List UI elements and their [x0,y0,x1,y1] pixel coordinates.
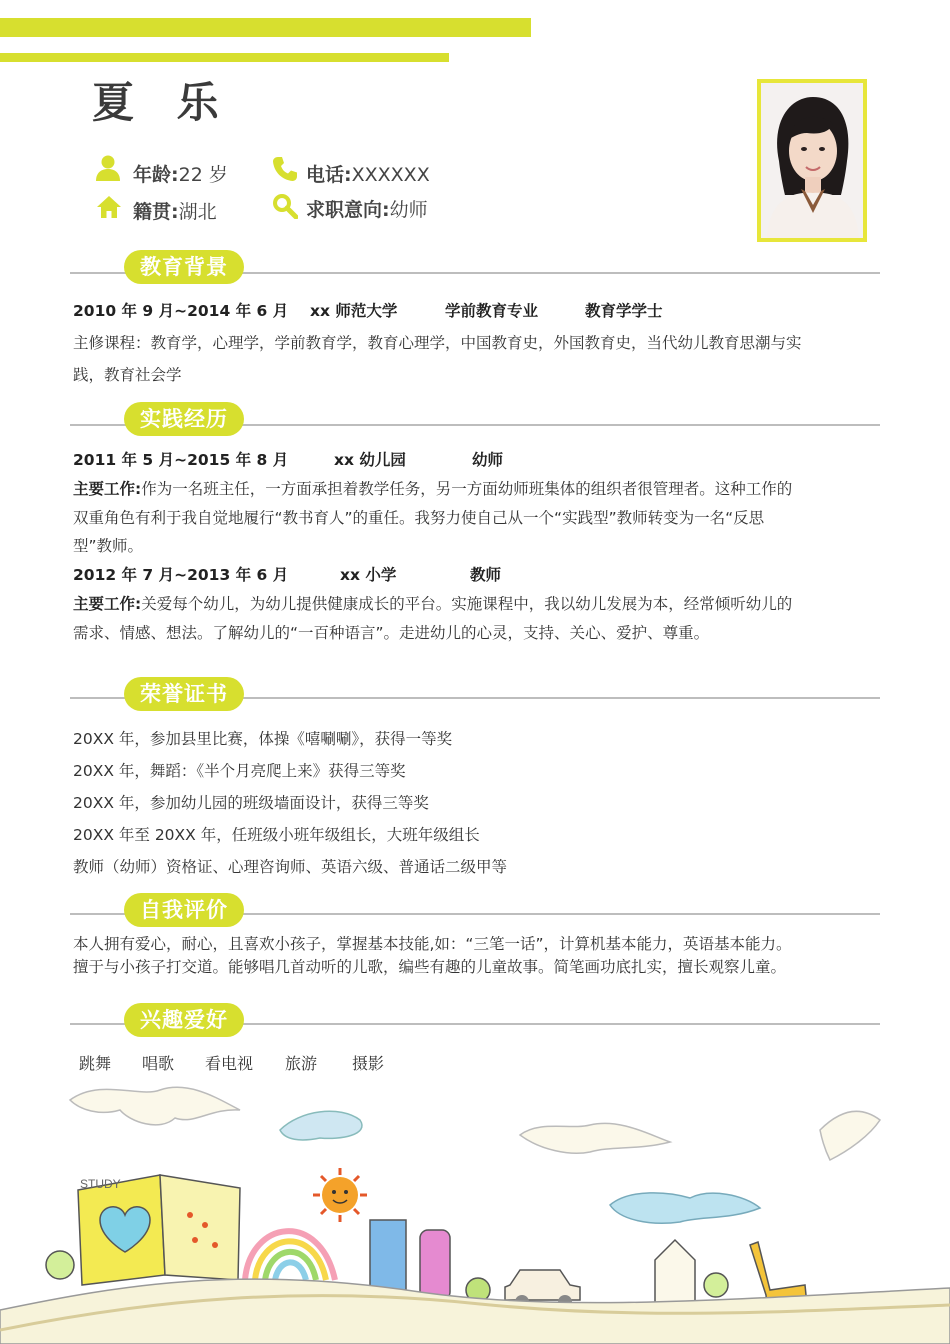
candidate-name: 夏 乐 [92,78,233,127]
section-title-self: 自我评价 [124,893,244,927]
job1-duty-label: 主要工作: [73,480,142,498]
portrait-image [761,83,863,238]
search-icon [272,193,298,219]
hobby-item: 唱歌 [142,1054,175,1073]
age-row [133,160,228,187]
book-icon [78,1175,240,1285]
phone-icon [272,156,298,182]
self-eval-line1: 本人拥有爱心，耐心，且喜欢小孩子，掌握基本技能,如：“三笔一话”，计算机基本能力，英语基本能力。 [73,935,792,953]
job1-period: 2011 年 5 月~2015 年 8 月 [73,451,289,469]
sun-icon [313,1168,367,1222]
building-icon [420,1230,450,1300]
person-icon [94,154,122,182]
house-icon [655,1240,695,1305]
home-icon [96,195,122,219]
job1-place: xx 幼儿园 [334,451,406,469]
section-title-honors: 荣誉证书 [124,677,244,711]
edu-school: xx 师范大学 [310,302,398,320]
top-accent-bar-thin [0,53,449,62]
section-title-education: 教育背景 [124,250,244,284]
rainbow-icon [245,1231,335,1280]
honor-item: 教师（幼师）资格证、心理咨询师、英语六级、普通话二级甲等 [73,858,508,876]
profile-photo [757,79,867,242]
job2-role: 教师 [470,566,502,584]
book-label: STUDY [80,1177,121,1191]
tree-icon [46,1251,74,1279]
origin-row [133,197,217,224]
hobby-item: 摄影 [352,1054,385,1073]
cloud-icon [610,1193,760,1223]
tree-icon [704,1273,728,1297]
section-title-practice: 实践经历 [124,402,244,436]
hobby-item: 跳舞 [79,1054,112,1073]
job-value: 幼师 [389,199,428,221]
phone-value: XXXXXX [351,164,430,186]
section-title-hobbies: 兴趣爱好 [124,1003,244,1037]
job1-duty-text: 作为一名班主任，一方面承担着教学任务，另一方面幼师班集体的组织者很管理者。这种工作的 [141,480,793,498]
hobby-item: 看电视 [205,1054,254,1073]
cloud-icon [70,1087,880,1160]
job1-duty-line1 [73,477,792,499]
job2-place: xx 小学 [340,566,397,584]
honor-item: 20XX 年，参加县里比赛，体操《嘻唰唰》，获得一等奖 [73,730,453,748]
origin-label: 籍贯: [133,201,179,223]
edu-courses-line1: 主修课程：教育学，心理学，学前教育学，教育心理学，中国教育史，外国教育史，当代幼儿教育思潮与实 [73,334,802,352]
job-label: 求职意向: [306,199,390,221]
cloud-icon [280,1111,362,1140]
top-accent-bar [0,18,531,37]
edu-degree: 教育学学士 [585,302,663,320]
job1-role: 幼师 [472,451,504,469]
self-eval-line2: 擅于与小孩子打交道。能够唱几首动听的儿歌，编些有趣的儿童故事。简笔画功底扎实，擅长观察儿童。 [73,958,787,976]
job2-duty-label: 主要工作: [73,595,142,613]
job2-duty-line2: 需求、情感、想法。了解幼儿的“一百种语言”。走进幼儿的心灵，支持、关心、爱护、尊重。 [73,624,710,642]
honor-item: 20XX 年，参加幼儿园的班级墙面设计，获得三等奖 [73,794,429,812]
age-value: 22 岁 [178,164,228,186]
job-intent-row [306,195,428,222]
job1-duty-line2: 双重角色有利于我自觉地履行“教书育人”的重任。我努力使自己从一个“实践型”教师转变为一名“反思 [73,509,765,527]
edu-period: 2010 年 9 月~2014 年 6 月 [73,302,289,320]
job2-duty-line1 [73,592,792,614]
phone-label: 电话: [306,164,352,186]
honor-item: 20XX 年至 20XX 年，任班级小班年级组长，大班年级组长 [73,826,480,844]
hobby-item: 旅游 [285,1054,318,1073]
job2-duty-text: 关爱每个幼儿，为幼儿提供健康成长的平台。实施课程中，我以幼儿发展为本，经常倾听幼儿的 [141,595,793,613]
job2-period: 2012 年 7 月~2013 年 6 月 [73,566,289,584]
edu-courses-line2: 践，教育社会学 [73,366,182,384]
honor-item: 20XX 年，舞蹈：《半个月亮爬上来》获得三等奖 [73,762,406,780]
phone-row [306,160,430,187]
age-label: 年龄: [133,164,179,186]
decorative-illustration [0,1080,950,1344]
job1-duty-line3: 型”教师。 [73,537,144,555]
origin-value: 湖北 [178,201,217,223]
edu-major: 学前教育专业 [445,302,539,320]
